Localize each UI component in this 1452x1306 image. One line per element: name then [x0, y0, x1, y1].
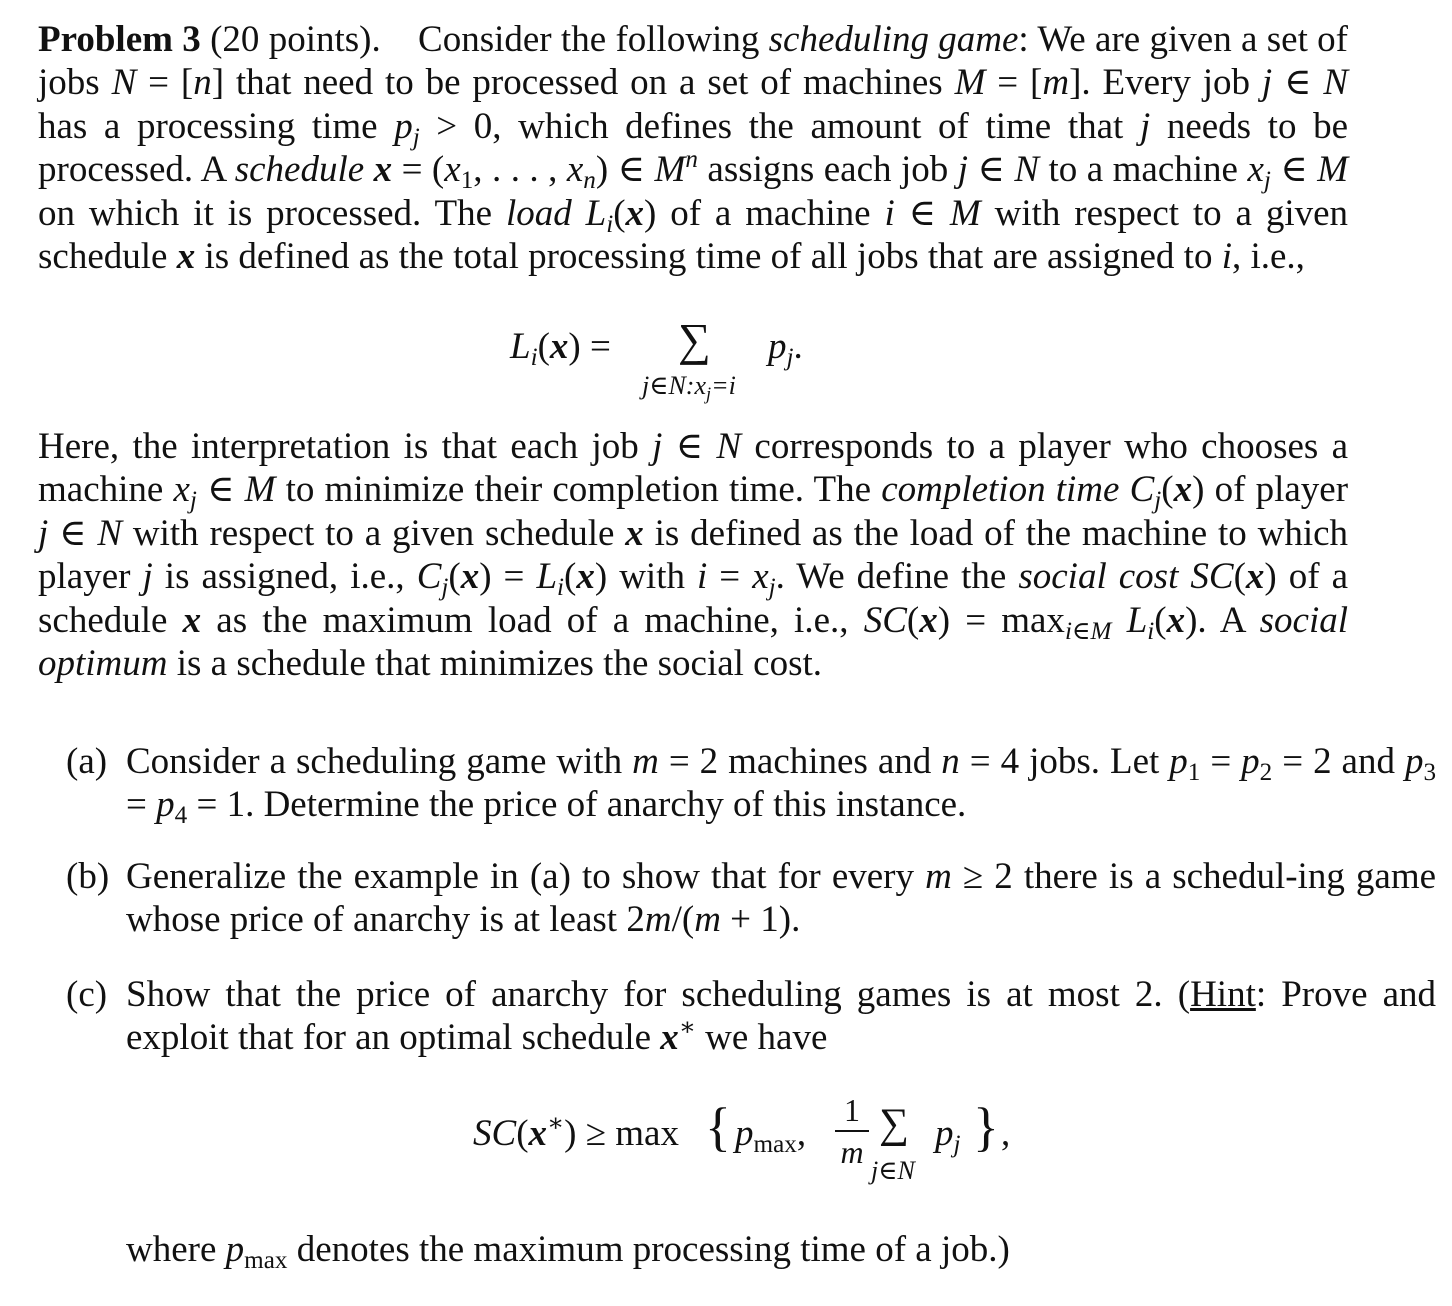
optimum-bound-equation: SC(x∗) ≥ max { $p_{max}$, 1 m ∑ pj } , j∈N	[473, 1092, 1011, 1185]
load-equation: Li(x) = ∑ pj. $j\in N:x_j=i$	[510, 314, 803, 404]
paragraph-interpretation: Here, the interpretation is that each job j ∈ N corresponds to a player who chooses a machine xj ∈ M to minimize their completion time. The completion time Cj(x) of player j ∈ N with respect to a given schedule x is defined as the load of the machine to which player j is assigned, i.e., Cj(x) = Li(x) with i = xj. We define the social cost SC(x) of a schedule x as the maximum load of a machine, i.e., SC(x) = maxi∈M Li(x). A social optimum is a schedule that minimizes the social cost.	[38, 426, 1349, 685]
problem-heading: Problem 3	[38, 19, 201, 60]
subproblem-a-label: (a)	[66, 741, 108, 782]
term-load: load	[505, 192, 572, 234]
closing-sentence: where $p_{max}$ denotes the maximum processing time of a job.)	[126, 1229, 1010, 1275]
term-scheduling-game: scheduling game	[768, 19, 1019, 60]
problem-statement: Problem 3 (20 points). Consider the following scheduling game: We are given a set of jobs N = [n] that need to be processed on a set of machines M = [m]. Every job j ∈ N has a processing time pj > 0, which defines the amount of time that j needs to be processed. A schedule $x = (x_1$, . . . , xn) ∈ $M^n$ assigns each job j ∈ N to a machine xj ∈ M on which it is processed. The load Li(x) of a machine i ∈ M with respect to a given schedule x is defined as the total processing time of all jobs that are assigned to i, i.e.,	[38, 19, 1349, 278]
problem-points: (20 points).	[210, 19, 381, 60]
subproblem-a: (a) Consider a scheduling game with m = 2 machines and n = 4 jobs. Let $p_1 = p_2 = 2$ and $p_3 = p_4 = 1$. Determine the price of anarchy of this instance.	[66, 741, 1437, 830]
term-completion-time: completion time	[881, 469, 1120, 511]
term-social-cost: social cost	[1018, 556, 1179, 598]
subproblem-c: (c) Show that the price of anarchy for scheduling games is at most 2. (Hint: Prove and exploit that for an optimal schedule x∗ we have	[66, 974, 1436, 1059]
subproblem-c-label: (c)	[66, 974, 108, 1015]
subproblem-b-label: (b)	[66, 856, 110, 897]
term-schedule: schedule	[234, 149, 365, 191]
term-social-optimum: social optimum	[38, 599, 1349, 685]
subproblem-b: (b) Generalize the example in (a) to show that for every m ≥ 2 there is a schedul-ing game whose price of anarchy is at least 2m/(m + 1).	[66, 856, 1437, 941]
hint-label: Hint	[1190, 974, 1256, 1015]
